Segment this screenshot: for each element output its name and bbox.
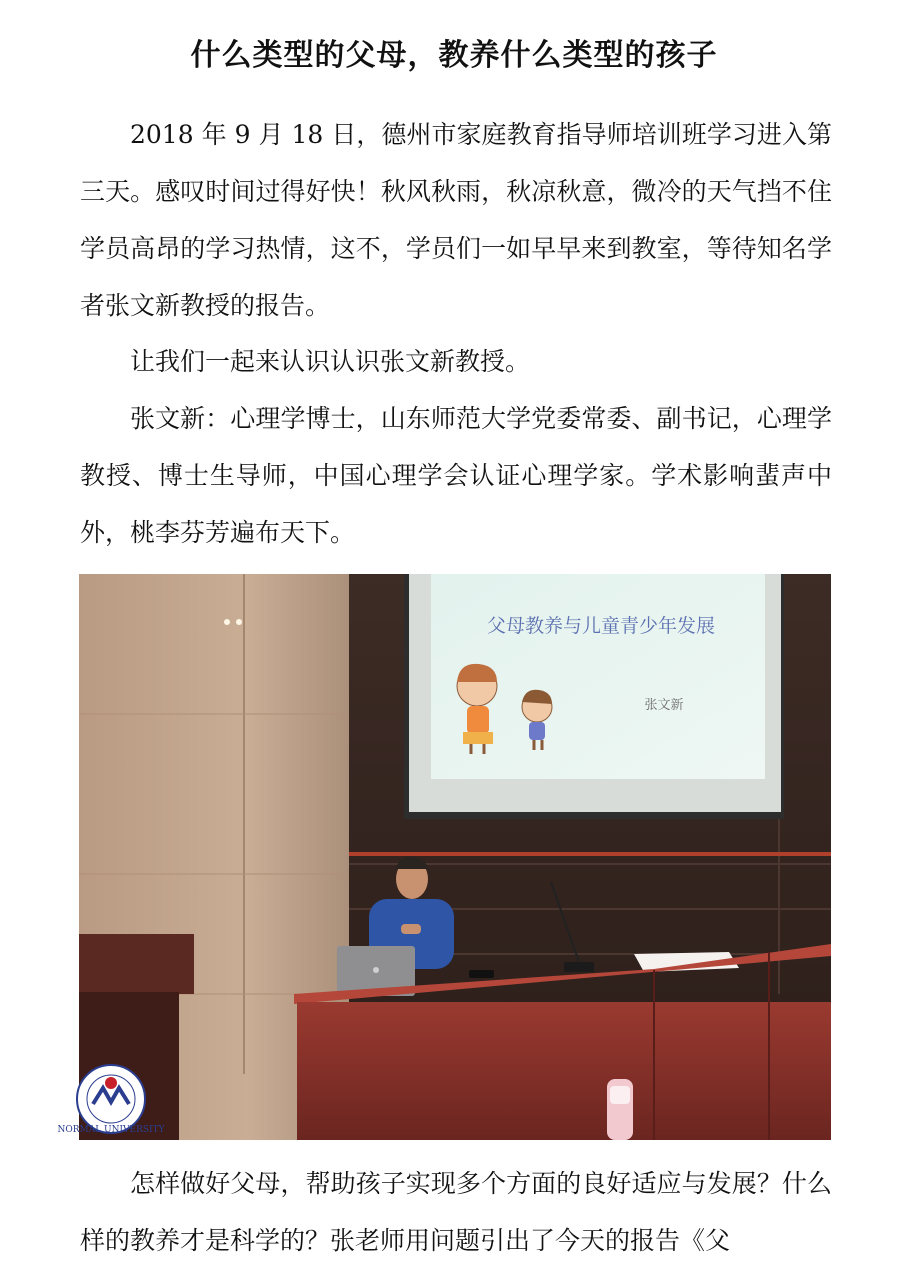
paragraph-speaker-bio: 张文新：心理学博士，山东师范大学党委常委、副书记，心理学教授、博士生导师，中国心理学会认证心理学家。学术影响蜚声中外，桃李芬芳遍布天下。 [80, 404, 832, 547]
seal-text: NORMAL UNIVERSITY [57, 1125, 165, 1135]
slide-author: 张文新 [644, 698, 684, 713]
lecture-photo [57, 574, 831, 1140]
paragraph-report-intro: 怎样做好父母，帮助孩子实现多个方面的良好适应与发展？什么样的教养才是科学的？张老师用问题引出了今天的报告《父 [80, 1169, 832, 1255]
paragraph-intro: 2018 年 9 月 18 日，德州市家庭教育指导师培训班学习进入第三天。感叹时间过得好快！秋风秋雨，秋凉秋意，微冷的天气挡不住学员高昂的学习热情，这不，学员们一如早早来到教室，等待知名学者张文新教授的报告。 [80, 120, 832, 320]
paragraph-introduce-speaker: 让我们一起来认识认识张文新教授。 [130, 347, 531, 376]
article-title: 什么类型的父母，教养什么类型的孩子 [190, 38, 718, 73]
slide-title: 父母教养与儿童青少年发展 [486, 615, 716, 637]
